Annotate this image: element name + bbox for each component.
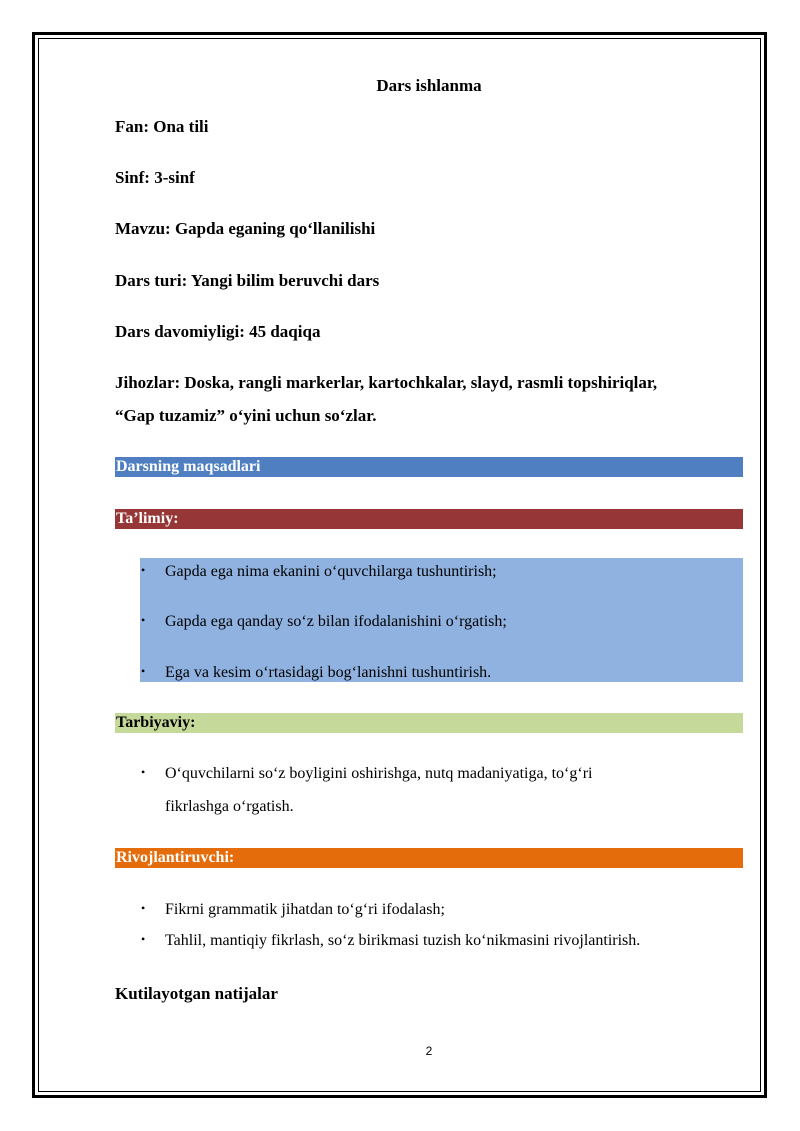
field-dars-turi: Dars turi: Yangi bilim beruvchi dars [115,271,380,290]
bullet-icon: • [141,765,146,779]
bullet-icon: • [141,932,146,946]
bullet-icon: • [141,901,146,915]
section-tarbiyaviy: Tarbiyaviy: [115,713,743,733]
page-number: 2 [425,1044,433,1058]
field-jihozlar-line2: “Gap tuzamiz” o‘yini uchun so‘zlar. [115,406,377,425]
list-item-text: Fikrni grammatik jihatdan to‘g‘ri ifodalash; [165,901,445,918]
field-fan: Fan: Ona tili [115,117,209,136]
list-item-text: O‘quvchilarni so‘z boyligini oshirishga, nutq madaniyatiga, to‘g‘ri [165,765,593,782]
bullet-icon: • [141,664,146,678]
document-title: Dars ishlanma [376,76,482,95]
bullet-icon: • [141,613,146,627]
section-rivojlantiruvchi: Rivojlantiruvchi: [115,848,743,868]
field-mavzu: Mavzu: Gapda eganing qo‘llanilishi [115,219,376,238]
list-item-text: Ega va kesim o‘rtasidagi bog‘lanishni tushuntirish. [165,664,492,681]
section-talimiy: Ta’limiy: [115,509,743,529]
list-item-text: Tahlil, mantiqiy fikrlash, so‘z birikmasi tuzish ko‘nikmasini rivojlantirish. [165,932,641,949]
list-item-text: fikrlashga o‘rgatish. [165,798,294,815]
field-jihozlar-line1: Jihozlar: Doska, rangli markerlar, kartochkalar, slayd, rasmli topshiriqlar, [115,373,658,392]
field-sinf: Sinf: 3-sinf [115,168,195,187]
bullet-icon: • [141,563,146,577]
list-item-text: Gapda ega qanday so‘z bilan ifodalanishini o‘rgatish; [165,613,507,630]
section-maqsadlar: Darsning maqsadlari [115,457,743,477]
section-kutilayotgan: Kutilayotgan natijalar [115,984,278,1003]
list-item-text: Gapda ega nima ekanini o‘quvchilarga tushuntirish; [165,563,497,580]
field-davomiylik: Dars davomiyligi: 45 daqiqa [115,322,321,341]
